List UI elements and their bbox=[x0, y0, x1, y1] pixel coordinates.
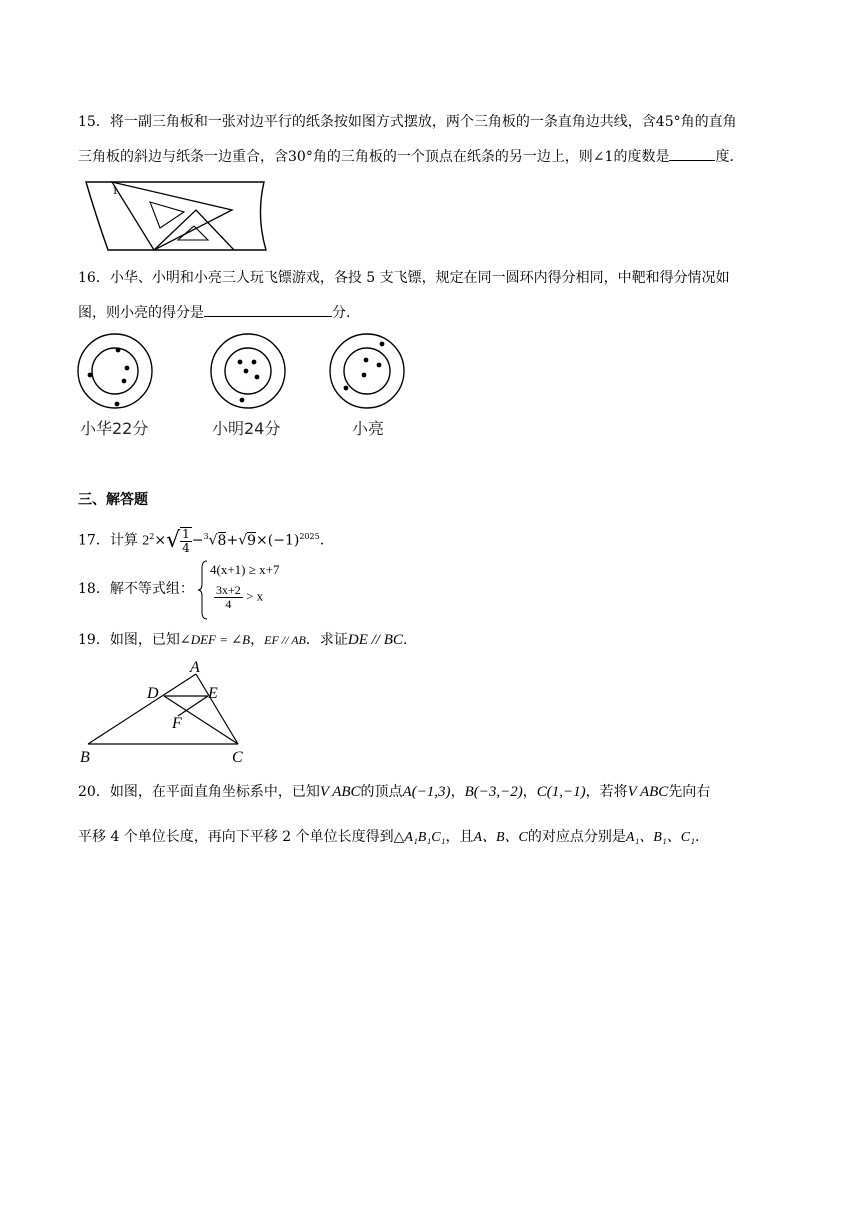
q17-plus: + bbox=[226, 532, 239, 549]
q19-text-a: 19．如图，已知 bbox=[78, 632, 180, 648]
q19-cond2: EF // AB bbox=[264, 633, 306, 647]
label-E: E bbox=[208, 685, 218, 702]
q17-base: 2 bbox=[142, 533, 150, 549]
q15-unit: 度. bbox=[715, 149, 734, 165]
q18-ineq2 bbox=[214, 584, 263, 611]
q20-text-d: 先向右 bbox=[668, 784, 711, 800]
q20-tri2: V ABC bbox=[627, 784, 669, 800]
q17-fraction bbox=[180, 527, 192, 555]
q17-minus: − bbox=[191, 532, 204, 549]
q16-answer-blank[interactable] bbox=[204, 302, 332, 317]
q20-tri: V ABC bbox=[319, 784, 361, 800]
label-F: F bbox=[172, 715, 182, 732]
q19-end: . bbox=[402, 632, 408, 648]
sqrt-sign: √ bbox=[166, 527, 181, 553]
dartboard-xiaoliang bbox=[330, 334, 404, 408]
q17-sqrt-val: 9 bbox=[247, 532, 257, 549]
q15-text: 三角板的斜边与纸条一边重合，含30°角的三角板的一个顶点在纸条的另一边上，则∠1的度数是 bbox=[78, 149, 670, 165]
q20-line2 bbox=[78, 827, 699, 848]
q17-times: × bbox=[154, 532, 167, 549]
q15-figure bbox=[84, 178, 270, 254]
dartboard-xiaohua bbox=[78, 334, 152, 408]
q18-num: 3x+2 bbox=[216, 583, 241, 597]
q20-ptB: B(−3,−2) bbox=[464, 784, 523, 800]
q17-den: 4 bbox=[182, 540, 190, 555]
q17 bbox=[78, 520, 324, 554]
q16-text: 图，则小亮的得分是 bbox=[78, 305, 204, 321]
label-A: A bbox=[190, 659, 200, 676]
section-title: 三、解答题 bbox=[78, 492, 148, 508]
label-C: C bbox=[232, 749, 243, 766]
q20-text-e: 平移 4 个单位长度，再向下平移 2 个单位长度得到 bbox=[78, 829, 394, 845]
q20-end: . bbox=[694, 829, 700, 845]
q18-rhs: > x bbox=[246, 588, 264, 604]
q16-unit: 分. bbox=[332, 305, 351, 321]
q18-fraction bbox=[214, 584, 243, 611]
q17-end: . bbox=[319, 532, 325, 549]
q20-ptC: C(1,−1) bbox=[536, 784, 586, 800]
q19-line bbox=[78, 630, 407, 650]
q18-prefix: 18．解不等式组： bbox=[78, 581, 194, 597]
q18-ineq1: 4(x+1) ≥ x+7 bbox=[210, 562, 280, 577]
q17-prefix: 17．计算 bbox=[78, 532, 138, 549]
caption-xiaoliang: 小亮 bbox=[352, 419, 385, 438]
q15-line2 bbox=[78, 146, 734, 167]
label-B: B bbox=[80, 749, 90, 766]
q16-line2 bbox=[78, 302, 350, 323]
q20-tri3: △A₁B₁C₁ bbox=[393, 830, 446, 845]
label-D: D bbox=[147, 685, 159, 702]
q15-line1: 15．将一副三角板和一张对边平行的纸条按如图方式摆放，两个三角板的一条直角边共线，含45°角的直角 bbox=[78, 114, 737, 130]
cbrt-sign: √ bbox=[208, 532, 218, 549]
q20-ptA: A(−1,3) bbox=[402, 784, 451, 800]
q20-text-a: 20．如图，在平面直角坐标系中，已知 bbox=[78, 784, 320, 800]
q20-text-f: ，且 bbox=[445, 829, 474, 845]
q15-answer-blank[interactable] bbox=[669, 146, 715, 161]
q19-text-b: ．求证 bbox=[305, 632, 348, 648]
q16-line1: 16．小华、小明和小亮三人玩飞镖游戏，各投 5 支飞镖，规定在同一圆环内得分相同，中靶和得分情况如 bbox=[78, 270, 730, 286]
cbrt-index: 3 bbox=[203, 532, 209, 541]
q17-cbrt-val: 8 bbox=[217, 532, 227, 549]
sqrt9-sign: √ bbox=[238, 532, 248, 549]
caption-xiaoming: 小明24分 bbox=[212, 419, 281, 438]
q17-exp: 2 bbox=[149, 532, 155, 541]
q17-exp2: 2025 bbox=[299, 532, 320, 541]
caption-xiaohua: 小华22分 bbox=[80, 419, 149, 438]
q20-img: A₁、B₁、C₁ bbox=[625, 830, 695, 845]
q17-num: 1 bbox=[182, 526, 190, 541]
q18-den: 4 bbox=[225, 597, 232, 611]
q20-letters: A、B、C bbox=[473, 830, 528, 845]
q17-times2: ×(−1) bbox=[256, 532, 300, 549]
q20-text-c: ，若将 bbox=[585, 784, 628, 800]
q20-text-g: 的对应点分别是 bbox=[527, 829, 626, 845]
q20-text-b: 的顶点 bbox=[360, 784, 403, 800]
q19-sep: ， bbox=[250, 632, 265, 648]
brace bbox=[198, 560, 208, 620]
q15-angle-label: 1 bbox=[112, 183, 118, 197]
q19-goal: DE // BC bbox=[347, 632, 403, 648]
q16-figure bbox=[74, 330, 414, 442]
q20-line1: 20．如图，在平面直角坐标系中，已知V ABC的顶点A(−1,3)，B(−3,−2)，C(1,−1)，若将V ABC先向右 bbox=[78, 784, 711, 800]
q19-cond1: ∠DEF = ∠B bbox=[179, 632, 251, 647]
dartboard-xiaoming bbox=[211, 334, 285, 408]
q19-figure bbox=[80, 656, 260, 768]
